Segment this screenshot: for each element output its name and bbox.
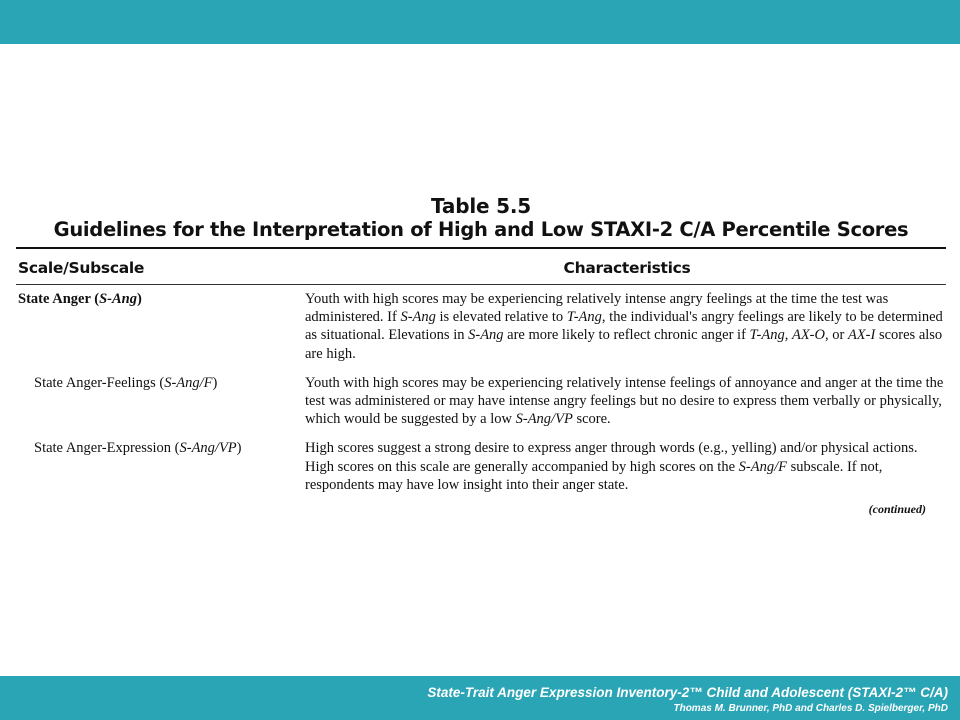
desc-text: Youth with high scores may be experiencing relatively intense feelings of annoyance and anger at the time the test was administered or may have intense angry feelings but no desire to express them verbally or physically, which would be suggested by a low <box>305 374 944 428</box>
desc-text: , or <box>824 327 848 344</box>
desc-text: score. <box>572 411 611 428</box>
col-header-scale: Scale/Subscale <box>18 259 145 277</box>
table-row <box>16 374 946 429</box>
italic-term: S-Ang <box>468 327 504 344</box>
italic-term: T-Ang <box>566 309 602 326</box>
row-description <box>305 439 945 494</box>
row-description <box>305 374 945 429</box>
row-scale-name: State Anger-Feelings (S-Ang/F) <box>34 374 218 391</box>
italic-term: S-Ang <box>400 309 436 326</box>
table-subtitle: Guidelines for the Interpretation of High and Low STAXI-2 C/A Percentile Scores <box>53 218 909 241</box>
col-header-characteristics: Characteristics <box>563 259 691 277</box>
table-row <box>16 439 946 494</box>
footer-title: State-Trait Anger Expression Inventory-2™ Child and Adolescent (STAXI-2™ C/A) <box>427 685 948 700</box>
row-description <box>305 290 945 363</box>
desc-text: , <box>784 327 792 344</box>
table-header <box>16 249 946 285</box>
desc-text: , the individual's angry feelings are likely to be determined as situational. Elevations in <box>305 309 943 344</box>
italic-term: AX-I <box>847 327 876 344</box>
italic-term: AX-O <box>791 327 825 344</box>
table-document <box>16 194 946 517</box>
italic-term: S-Ang/F <box>738 458 787 475</box>
table-title: Table 5.5 <box>431 194 531 218</box>
desc-text: Youth with high scores may be experiencing relatively intense angry feelings at the time the test was administered. If <box>305 291 889 326</box>
desc-text: are more likely to reflect chronic anger if <box>503 327 750 344</box>
desc-text: is elevated relative to <box>435 309 567 326</box>
italic-term: T-Ang <box>749 327 785 344</box>
continued-note: (continued) <box>868 502 926 517</box>
footer-authors: Thomas M. Brunner, PhD and Charles D. Spielberger, PhD <box>673 703 948 714</box>
italic-term: S-Ang/VP <box>515 411 573 428</box>
table-body <box>16 290 946 494</box>
table-row <box>16 290 946 363</box>
desc-text: scores also are high. <box>305 327 943 362</box>
desc-text: subscale. If not, respondents may have low insight into their anger state. <box>305 458 883 493</box>
row-scale-name: State Anger-Expression (S-Ang/VP) <box>34 440 242 457</box>
top-banner <box>0 0 960 44</box>
desc-text: High scores suggest a strong desire to express anger through words (e.g., yelling) and/or physical actions. High scores on this scale are generally accompanied by high scores on the <box>305 440 918 475</box>
row-scale-name: State Anger (S-Ang) <box>18 291 142 307</box>
